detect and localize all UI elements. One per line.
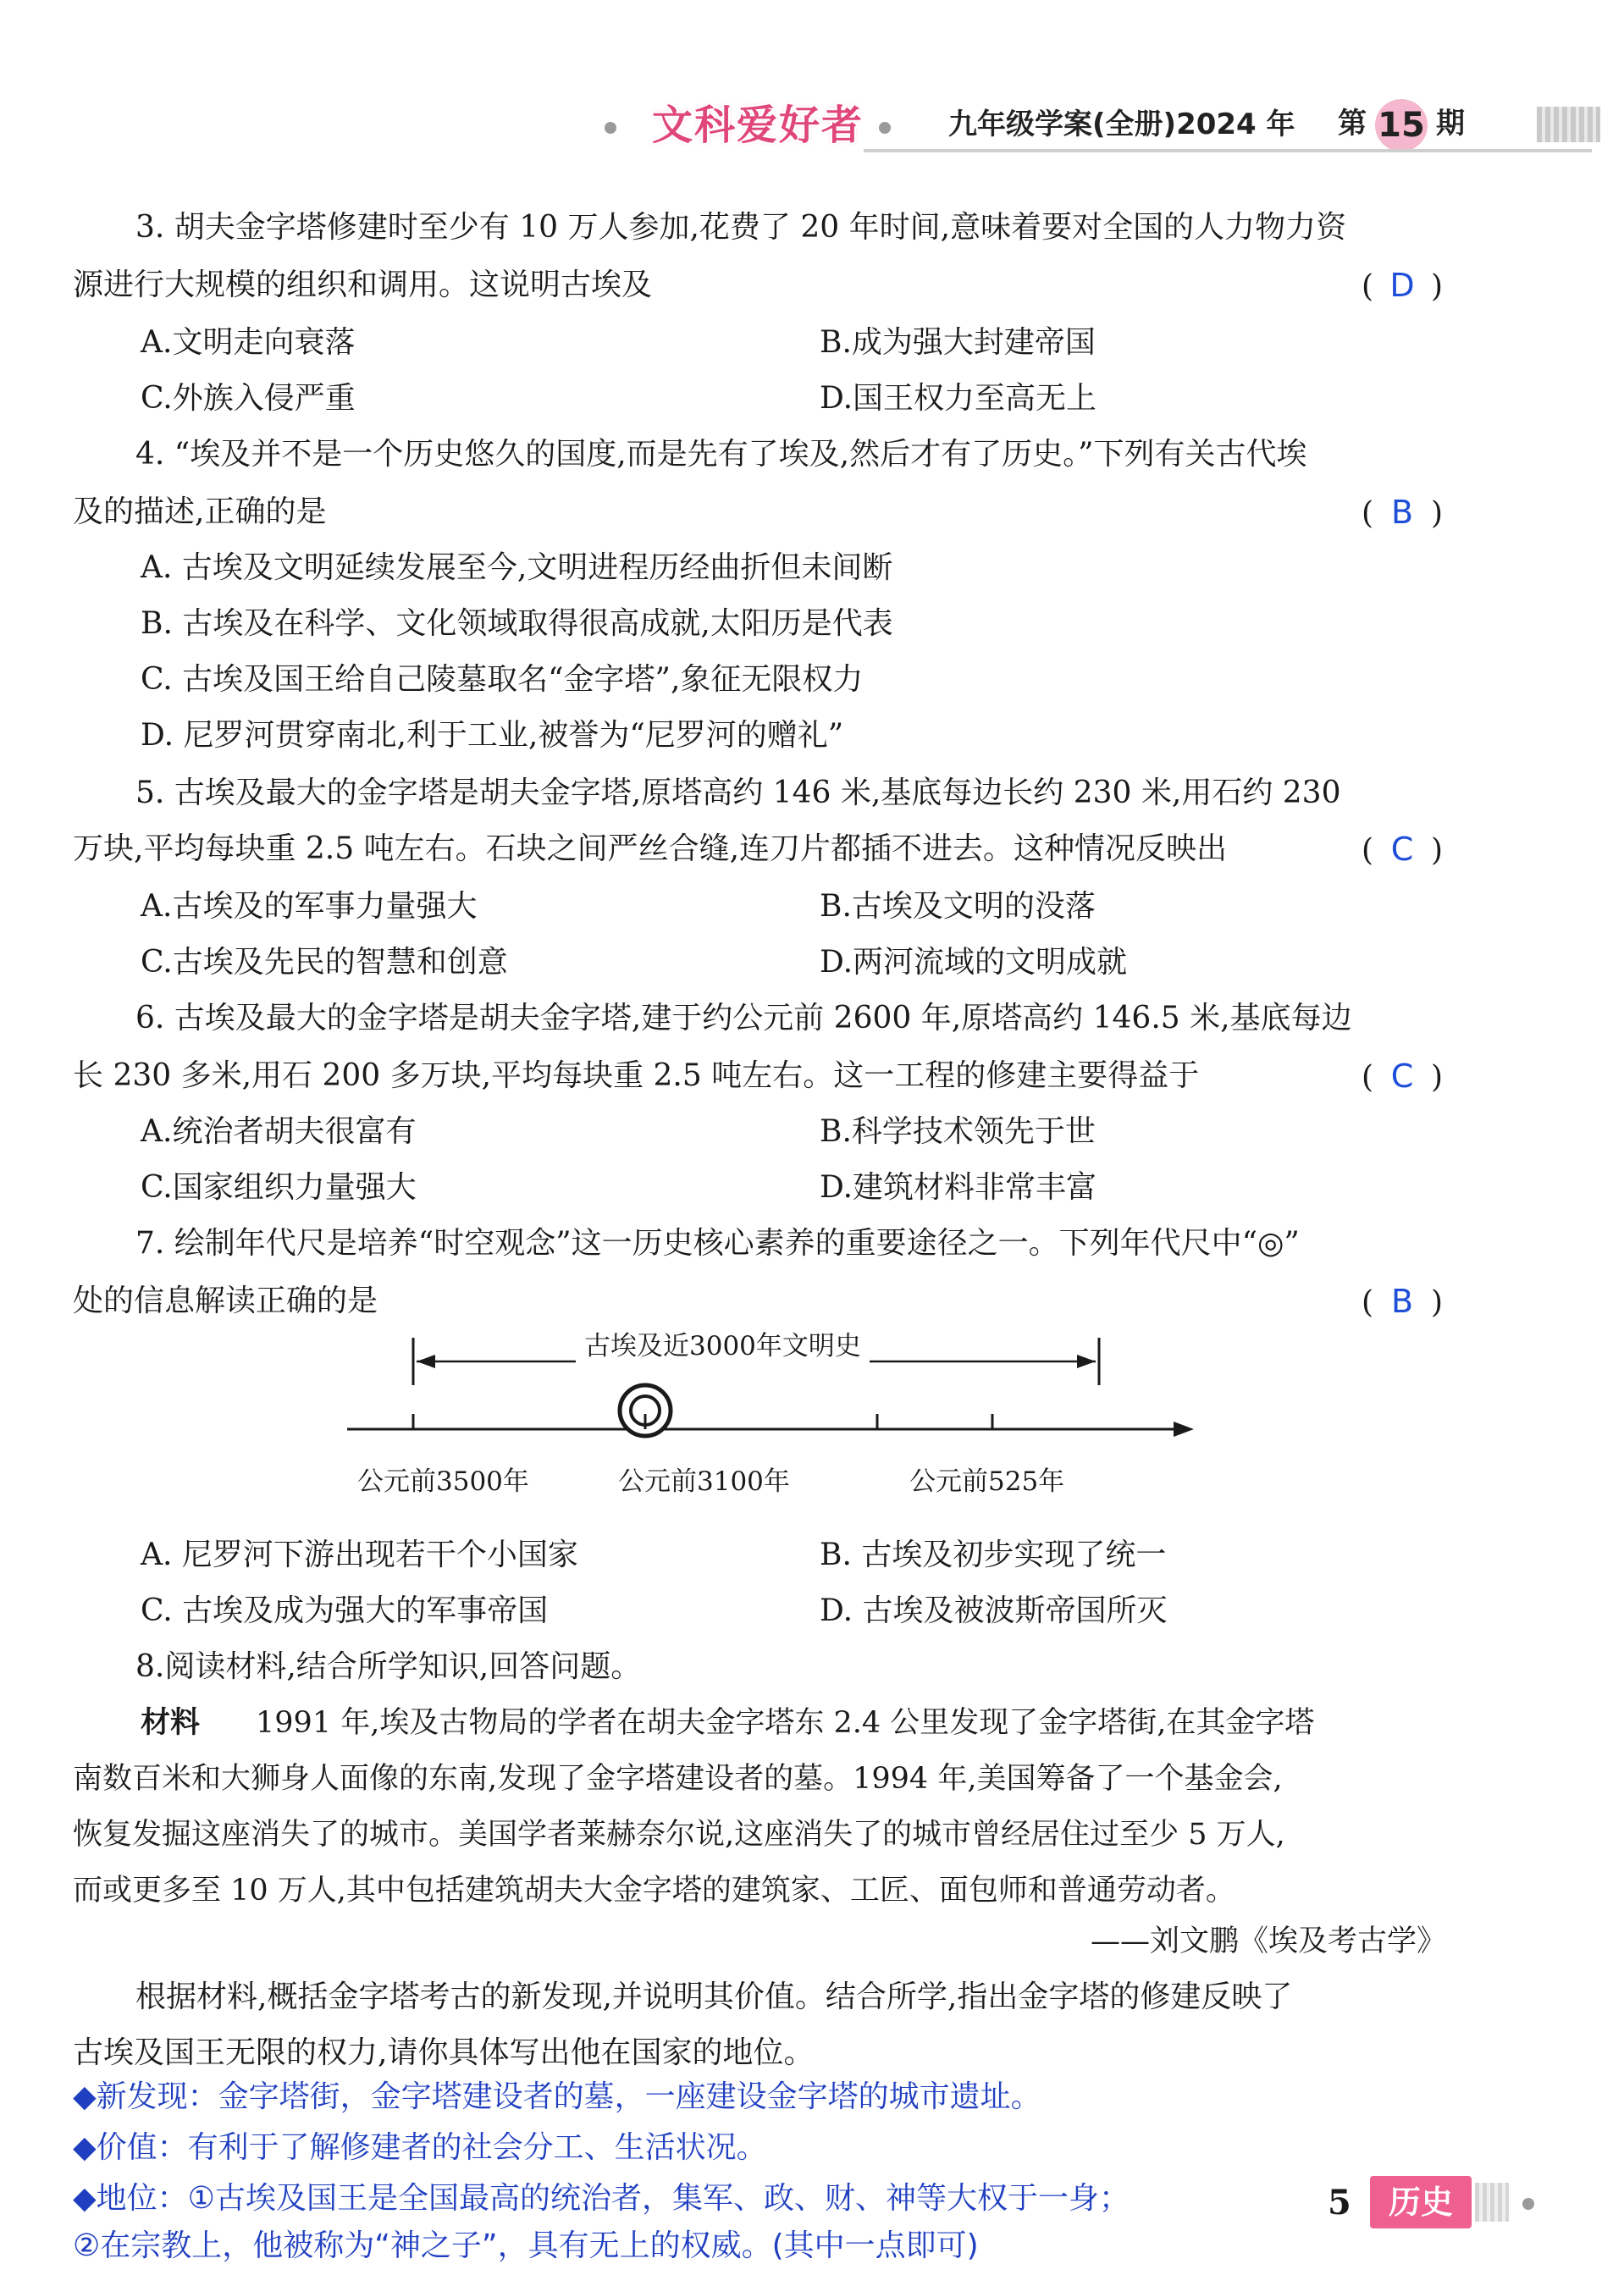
q5-option-d: D.两河流域的文明成就 <box>820 945 1128 980</box>
q5-option-a: A.古埃及的军事力量强大 <box>141 889 478 924</box>
span-arrow-left-icon <box>417 1355 435 1368</box>
bullet-dot-icon <box>605 122 616 134</box>
bullet-dot-icon <box>1522 2198 1534 2210</box>
timeline-diagram <box>339 1329 1211 1524</box>
q3-option-c: C.外族入侵严重 <box>141 381 356 416</box>
time-axis-arrow-icon <box>1174 1422 1194 1437</box>
q3-answer-letter: D <box>1389 267 1415 304</box>
q4-stem-line1: 4. “埃及并不是一个历史悠久的国度,而是先有了埃及,然后才有了历史。”下列有关古代埃 <box>135 437 1307 472</box>
q6-answer <box>1362 1055 1443 1099</box>
q4-answer-letter: B <box>1391 494 1414 531</box>
material-label: 材料 <box>141 1706 201 1740</box>
paren-open: ( <box>1362 1060 1374 1095</box>
q5-answer-letter: C <box>1390 831 1414 868</box>
q8-material-line1 <box>141 1702 1314 1744</box>
q3-option-b: B.成为强大封建帝国 <box>820 325 1096 360</box>
paren-close: ) <box>1431 1060 1444 1095</box>
q4-answer <box>1362 491 1443 535</box>
q3-option-a: A.文明走向衰落 <box>141 325 356 360</box>
material-text: 1991 年,埃及古物局的学者在胡夫金字塔东 2.4 公里发现了金字塔街,在其金字塔 <box>256 1706 1315 1740</box>
q8-task-line2: 古埃及国王无限的权力,请你具体写出他在国家的地位。 <box>73 2035 815 2070</box>
q5-answer <box>1362 828 1443 872</box>
q6-option-b: B.科学技术领先于世 <box>820 1114 1096 1149</box>
q3-stem-line1: 3. 胡夫金字塔修建时至少有 10 万人参加,花费了 20 年时间,意味着要对全国的人力物力资 <box>135 210 1347 245</box>
q7-option-b: B. 古埃及初步实现了统一 <box>820 1538 1167 1572</box>
issue-suffix: 期 <box>1436 107 1465 141</box>
bullet-dot-icon <box>879 122 891 134</box>
paren-close: ) <box>1431 833 1444 868</box>
q8-material-line3: 恢复发掘这座消失了的城市。美国学者莱赫奈尔说,这座消失了的城市曾经居住过至少 5 万人, <box>73 1818 1285 1852</box>
q8-answer-status2: ②在宗教上，他被称为“神之子”，具有无上的权威。(其中一点即可) <box>73 2228 979 2263</box>
page-header <box>593 91 1600 159</box>
paren-open: ( <box>1362 269 1374 304</box>
page-number: 5 <box>1328 2183 1351 2223</box>
header-rule <box>864 149 1592 152</box>
q8-task-line1: 根据材料,概括金字塔考古的新发现,并说明其价值。结合所学,指出金字塔的修建反映了 <box>135 1980 1293 2014</box>
paren-open: ( <box>1362 833 1374 868</box>
q8-material-source: ——刘文鹏《埃及考古学》 <box>1091 1924 1447 1958</box>
q6-option-d: D.建筑材料非常丰富 <box>820 1170 1097 1205</box>
q8-answer-status1: ◆地位：①古埃及国王是全国最高的统治者，集军、政、财、神等大权于一身； <box>73 2181 1130 2216</box>
q8-answer-value: ◆价值：有利于了解修建者的社会分工、生活状况。 <box>73 2130 767 2165</box>
q5-stem-line1: 5. 古埃及最大的金字塔是胡夫金字塔,原塔高约 146 米,基底每边长约 230 米,用石约 230 <box>135 776 1341 810</box>
header-decoration <box>1537 107 1600 142</box>
paren-close: ) <box>1431 269 1444 304</box>
q4-option-d: D. 尼罗河贯穿南北,利于工业,被誉为“尼罗河的赠礼” <box>141 718 844 753</box>
q7-option-c: C. 古埃及成为强大的军事帝国 <box>141 1593 549 1628</box>
q7-option-a: A. 尼罗河下游出现若干个小国家 <box>141 1538 578 1572</box>
q5-option-c: C.古埃及先民的智慧和创意 <box>141 945 508 980</box>
q5-option-b: B.古埃及文明的没落 <box>820 889 1096 924</box>
q8-material-line4: 而或更多至 10 万人,其中包括建筑胡夫大金字塔的建筑家、工匠、面包师和普通劳动者。 <box>73 1874 1235 1908</box>
q7-stem-line1: 7. 绘制年代尺是培养“时空观念”这一历史核心素养的重要途径之一。下列年代尺中“◎” <box>135 1226 1300 1261</box>
q3-stem-line2: 源进行大规模的组织和调用。这说明古埃及 <box>73 268 653 302</box>
subject-badge: 历史 <box>1370 2176 1472 2228</box>
paren-close: ) <box>1431 1285 1444 1320</box>
q7-option-d: D. 古埃及被波斯帝国所灭 <box>820 1593 1168 1628</box>
q4-option-c: C. 古埃及国王给自己陵墓取名“金字塔”,象征无限权力 <box>141 662 864 697</box>
paren-close: ) <box>1431 496 1444 531</box>
timeline-label-3100: 公元前3100年 <box>618 1466 790 1497</box>
q7-stem-line2: 处的信息解读正确的是 <box>73 1284 378 1318</box>
q4-option-b: B. 古埃及在科学、文化领域取得很高成就,太阳历是代表 <box>141 606 893 641</box>
header-title: 九年级学案(全册)2024 年 <box>948 108 1295 141</box>
q4-stem-line2: 及的描述,正确的是 <box>73 494 327 529</box>
issue-number-badge: 15 <box>1375 99 1428 152</box>
q8-material-line2: 南数百米和大狮身人面像的东南,发现了金字塔建设者的墓。1994 年,美国筹备了一个基金会, <box>73 1762 1283 1796</box>
footer-decoration <box>1475 2183 1509 2222</box>
timeline-label-3500: 公元前3500年 <box>357 1466 529 1497</box>
issue-prefix: 第 <box>1338 107 1367 141</box>
q8-stem: 8.阅读材料,结合所学知识,回答问题。 <box>135 1649 642 1684</box>
q8-answer-discovery: ◆新发现：金字塔街，金字塔建设者的墓，一座建设金字塔的城市遗址。 <box>73 2079 1041 2114</box>
timeline-span-label: 古埃及近3000年文明史 <box>576 1329 870 1363</box>
q3-option-d: D.国王权力至高无上 <box>820 381 1097 416</box>
issue-label <box>1338 98 1465 152</box>
paren-open: ( <box>1362 496 1374 531</box>
timeline-label-525: 公元前525年 <box>909 1466 1065 1497</box>
q6-answer-letter: C <box>1390 1057 1414 1095</box>
q7-answer <box>1362 1280 1443 1324</box>
brand-logo: 文科爱好者 <box>652 102 864 149</box>
q7-answer-letter: B <box>1391 1283 1414 1320</box>
q6-stem-line1: 6. 古埃及最大的金字塔是胡夫金字塔,建于约公元前 2600 年,原塔高约 146.5 米,基底每边 <box>135 1001 1352 1035</box>
q6-option-a: A.统治者胡夫很富有 <box>141 1114 417 1149</box>
q3-answer <box>1362 264 1443 308</box>
q5-stem-line2: 万块,平均每块重 2.5 吨左右。石块之间严丝合缝,连刀片都插不进去。这种情况反映出 <box>73 831 1228 866</box>
span-arrow-right-icon <box>1077 1355 1096 1368</box>
paren-open: ( <box>1362 1285 1374 1320</box>
q6-stem-line2: 长 230 多米,用石 200 多万块,平均每块重 2.5 吨左右。这一工程的修建主要得益于 <box>73 1058 1200 1093</box>
q4-option-a: A. 古埃及文明延续发展至今,文明进程历经曲折但未间断 <box>141 550 893 585</box>
q6-option-c: C.国家组织力量强大 <box>141 1170 417 1205</box>
